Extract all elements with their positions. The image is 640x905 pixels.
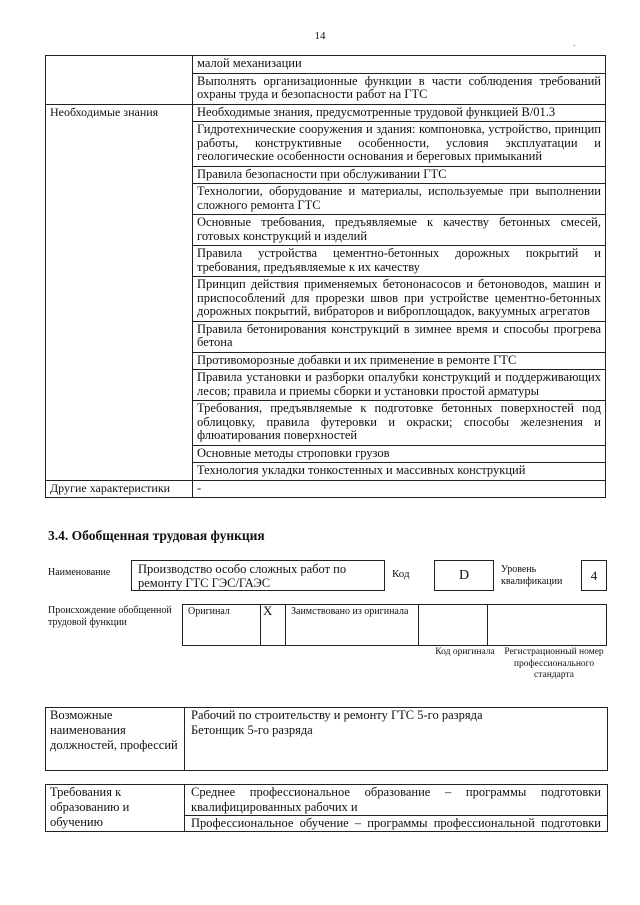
- original-mark: X: [261, 605, 286, 646]
- positions-label: Возможные наименования должностей, профессий: [46, 708, 185, 771]
- row-value: -: [193, 480, 606, 498]
- table-row: [46, 352, 606, 370]
- page-number: 14: [314, 30, 326, 42]
- name-value: Производство особо сложных работ по ремонту ГТС ГЭС/ГАЭС: [138, 562, 347, 590]
- row-label: [46, 463, 193, 481]
- table-row: [46, 73, 606, 104]
- row-label: [46, 166, 193, 184]
- code-original-box: [419, 605, 488, 646]
- position-item: Бетонщик 5-го разряда: [191, 723, 313, 737]
- row-label: Другие характеристики: [46, 480, 193, 498]
- row-value: Правила устройства цементно-бетонных дорожных покрытий и требования, предъявляемые к их качеству: [193, 246, 606, 277]
- table-row: [46, 370, 606, 401]
- education-label: Требования к образованию и обучению: [46, 785, 185, 832]
- table-row: [46, 480, 606, 498]
- row-label: [46, 445, 193, 463]
- row-value: Правила бетонирования конструкций в зимнее время и способы прогрева бетона: [193, 321, 606, 352]
- row-label: [46, 321, 193, 352]
- row-label: [46, 56, 193, 74]
- table-row: [46, 445, 606, 463]
- level-value: 4: [581, 560, 607, 591]
- name-label: Наименование: [48, 567, 111, 578]
- table-row: [46, 215, 606, 246]
- row-label: [46, 277, 193, 322]
- education-table: [45, 784, 608, 832]
- education-line-2: Профессиональное обучение – программы профессиональной подготовки: [191, 816, 601, 830]
- row-label: [46, 401, 193, 446]
- education-line-1: Среднее профессиональное образование – программы подготовки квалифицированных рабочих и: [185, 785, 607, 816]
- position-item: Рабочий по строительству и ремонту ГТС 5-го разряда: [191, 708, 483, 722]
- borrowed-label: Заимствовано из оригинала: [286, 605, 419, 646]
- code-label: Код: [392, 568, 410, 580]
- table-row: [46, 184, 606, 215]
- code-value: D: [434, 560, 494, 591]
- level-label: Уровень квалификации: [501, 564, 563, 587]
- section-title: 3.4. Обобщенная трудовая функция: [48, 528, 265, 543]
- row-value: Необходимые знания, предусмотренные трудовой функцией В/01.3: [193, 104, 606, 122]
- row-value: Требования, предъявляемые к подготовке бетонных поверхностей под облицовку, правила футеровки и окраски; способы железнения и флюатирования поверхностей: [193, 401, 606, 446]
- row-value: Противоморозные добавки и их применение в ремонте ГТС: [193, 352, 606, 370]
- reg-number-label: Регистрационный номер профессионального стандарта: [504, 647, 604, 680]
- row-value: Принцип действия применяемых бетононасосов и бетоноводов, машин и приспособлений для прорезки швов при устройстве цементно-бетонных дорожных покрытий, вибраторов и виброплощадок, вакуумных агрегатов: [193, 277, 606, 322]
- row-label: [46, 73, 193, 104]
- row-value: Основные методы строповки грузов: [193, 445, 606, 463]
- education-values: [185, 785, 608, 832]
- row-label: [46, 122, 193, 167]
- row-value: Технологии, оборудование и материалы, используемые при выполнении сложного ремонта ГТС: [193, 184, 606, 215]
- positions-values: [185, 708, 608, 771]
- name-box: [131, 560, 385, 591]
- reg-number-box: [488, 605, 607, 646]
- table-row: [46, 277, 606, 322]
- row-value: Выполнять организационные функции в части соблюдения требований охраны труда и безопасности работ на ГТС: [193, 73, 606, 104]
- code-original-label: Код оригинала: [435, 647, 495, 657]
- positions-table: [45, 707, 608, 771]
- row-label: [46, 352, 193, 370]
- table-row: [46, 401, 606, 446]
- table-row: [46, 463, 606, 481]
- table-row: [46, 321, 606, 352]
- row-label: [46, 370, 193, 401]
- table-row: [46, 122, 606, 167]
- row-label: [46, 246, 193, 277]
- original-label: Оригинал: [183, 605, 261, 646]
- table-row: [46, 104, 606, 122]
- table-row: [46, 56, 606, 74]
- stray-mark: .: [573, 38, 576, 49]
- row-value: Технология укладки тонкостенных и массивных конструкций: [193, 463, 606, 481]
- row-label: Необходимые знания: [46, 104, 193, 122]
- origin-table: [182, 604, 607, 646]
- row-value: Основные требования, предъявляемые к качеству бетонных смесей, готовых конструкций и изделий: [193, 215, 606, 246]
- row-value: Правила установки и разборки опалубки конструкций и поддерживающих лесов; правила и приемы сборки и установки простой арматуры: [193, 370, 606, 401]
- table-row: [46, 246, 606, 277]
- origin-label: Происхождение обобщенной трудовой функции: [48, 605, 172, 628]
- table-row: [46, 166, 606, 184]
- row-label: [46, 215, 193, 246]
- row-value: Гидротехнические сооружения и здания: компоновка, устройство, принцип работы, конструктивные особенности, условия эксплуатации и геологические особенности основания и береговых примыканий: [193, 122, 606, 167]
- row-value: малой механизации: [193, 56, 606, 74]
- knowledge-table: [45, 55, 606, 498]
- row-label: [46, 184, 193, 215]
- knowledge-table-body: [46, 56, 606, 498]
- row-value: Правила безопасности при обслуживании ГТС: [193, 166, 606, 184]
